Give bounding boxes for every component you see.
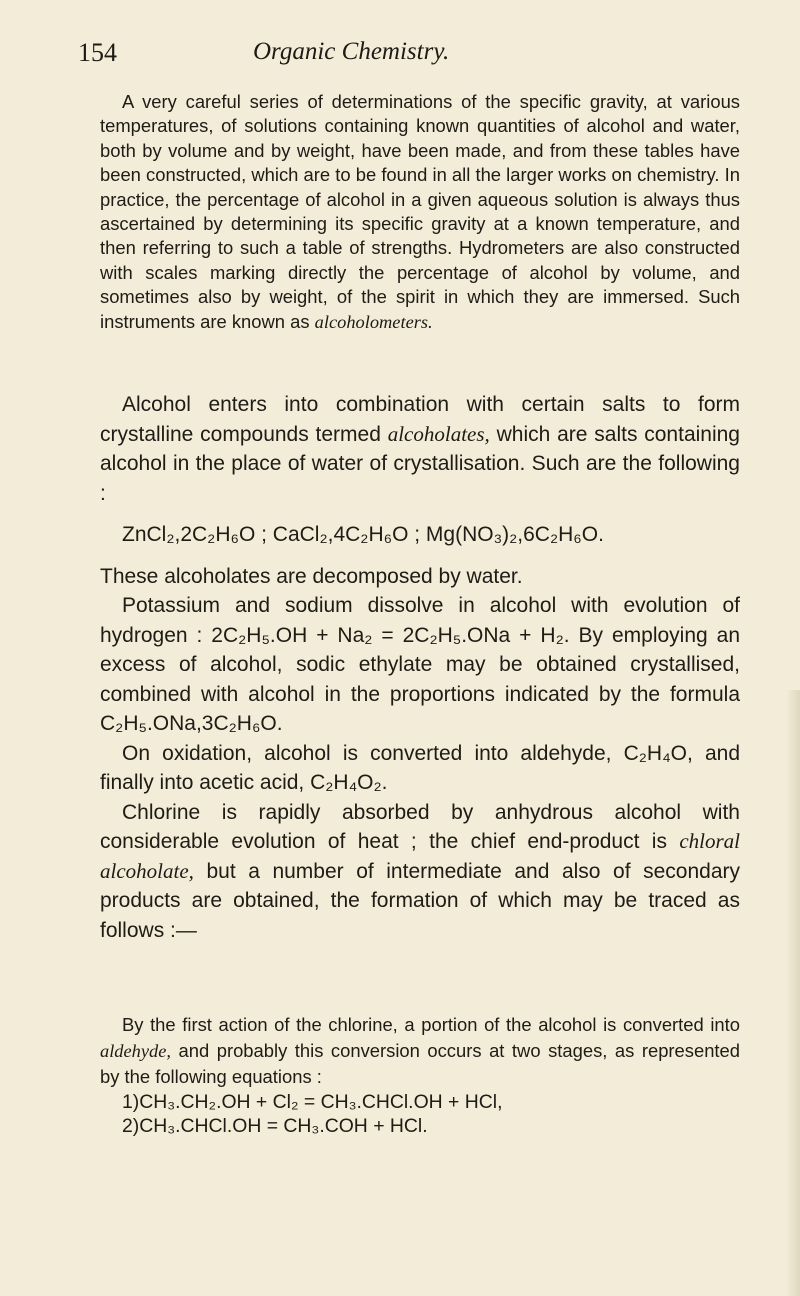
paragraph-alcoholates <box>100 390 740 945</box>
paragraph-text: A very careful series of determinations of the specific gravity, at various temperatures, of solutions containing known quantities of alcohol and water, both by volume and by weight, have been made, and from these tables have been constructed, which are to be found in all the larger works on chemistry. In practice, the percentage of alcohol in a given aqueous solution is always thus ascertained by determining its specific gravity at a known temperature, and then referring to such a table of strengths. Hydrometers are also constructed with scales marking directly the percentage of alcohol by volume, and sometimes also by weight, of the spirit in which they are immersed. Such instruments are known as <box>100 91 740 332</box>
italic-term: aldehyde, <box>100 1041 171 1061</box>
italic-term: chloral alcoholate, <box>100 829 740 883</box>
paragraph-text: Chlorine is rapidly absorbed by anhydrous alcohol with considerable evolution of heat ; the chief end-product is <box>100 800 740 853</box>
page-edge-shadow <box>786 690 800 1296</box>
paragraph-text: but a number of intermediate and also of secondary products are obtained, the formation of which may be traced as follows :— <box>100 859 740 942</box>
equation-2: 2)CH₃.CHCl.OH = CH₃.COH + HCl. <box>122 1115 428 1137</box>
paragraph-text: and probably this conversion occurs at two stages, as represented by the following equations : <box>100 1040 740 1087</box>
page-header <box>78 38 598 74</box>
page-number: 154 <box>78 38 117 67</box>
paragraph-potassium: Potassium and sodium dissolve in alcohol with evolution of hydrogen : 2C₂H₅.OH + Na₂ = 2C₂H₅.ONa + H₂. By employing an excess of alcohol, sodic ethylate may be obtained crystallised, combined with alcohol in the proportions indicated by the formula C₂H₅.ONa,3C₂H₆O. <box>100 594 740 735</box>
paragraph-text: By the first action of the chlorine, a portion of the alcohol is converted into <box>122 1014 740 1035</box>
italic-term: alcoholometers. <box>314 311 433 332</box>
paragraph-text: Alcohol enters into combination with certain salts to form crystalline compounds termed <box>100 393 740 446</box>
running-title: Organic Chemistry. <box>253 38 450 65</box>
paragraph-first-action <box>100 1012 740 1138</box>
paragraph-decomposed: These alcoholates are decomposed by water. <box>100 564 523 588</box>
equation-1: 1)CH₃.CH₂.OH + Cl₂ = CH₃.CHCl.OH + HCl, <box>122 1091 503 1113</box>
paragraph-text: which are salts containing alcohol in the place of water of crystallisation. Such are the following : <box>100 422 740 505</box>
italic-term: alcoholates, <box>387 421 490 446</box>
salts-formula: ZnCl₂,2C₂H₆O ; CaCl₂,4C₂H₆O ; Mg(NO₃)₂,6C₂H₆O. <box>122 523 604 546</box>
paragraph-specific-gravity <box>100 90 740 334</box>
paragraph-oxidation: On oxidation, alcohol is converted into aldehyde, C₂H₄O, and finally into acetic acid, C₂H₄O₂. <box>100 741 740 794</box>
